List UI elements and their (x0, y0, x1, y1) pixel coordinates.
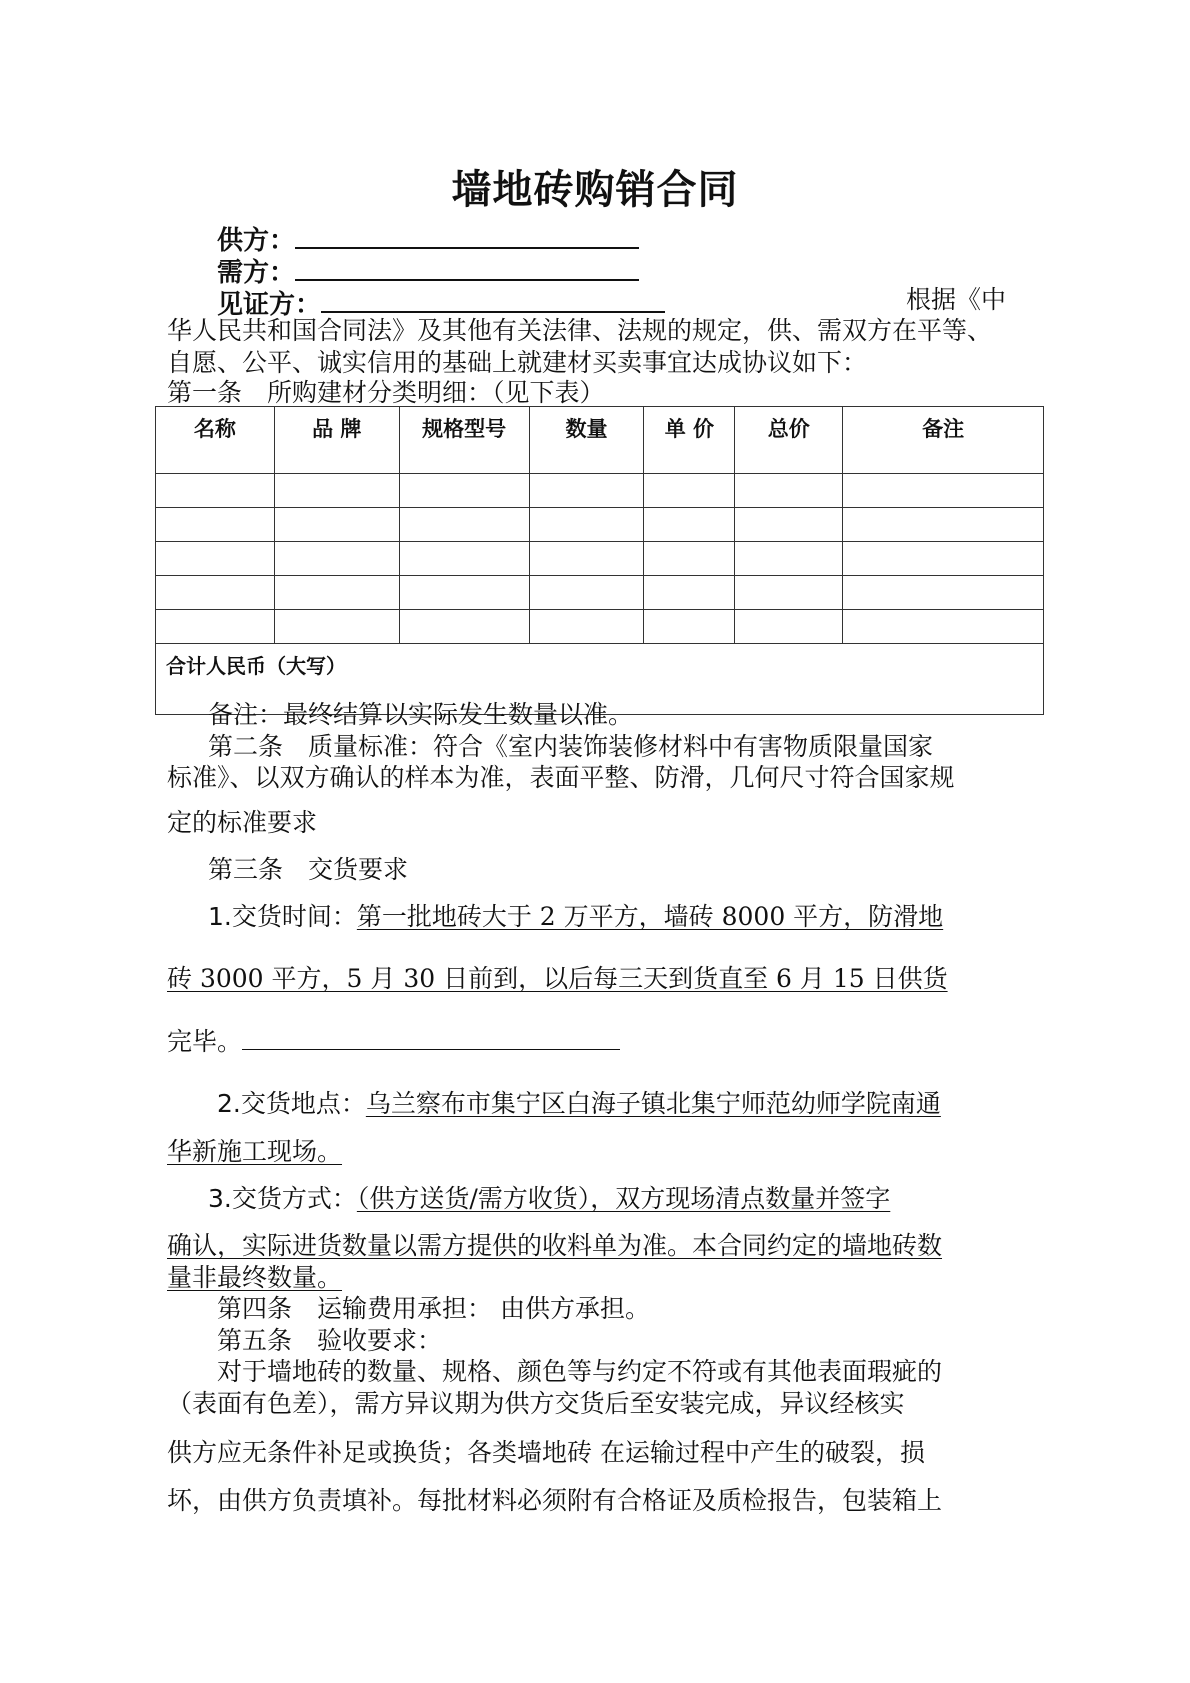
table-cell[interactable] (735, 542, 843, 576)
col-header-unit-price: 单 价 (644, 407, 735, 474)
table-cell[interactable] (529, 542, 644, 576)
article-2-line-3: 定的标准要求 (167, 808, 318, 837)
table-header-row (156, 407, 1044, 474)
table-cell[interactable] (399, 474, 529, 508)
table-cell[interactable] (843, 610, 1044, 644)
table-cell[interactable] (399, 610, 529, 644)
delivery-method-line-1 (208, 1183, 890, 1215)
table-cell[interactable] (644, 474, 735, 508)
delivery-method-line-2: 确认，实际进货数量以需方提供的收料单为准。本合同约定的墙地砖数 (167, 1231, 943, 1260)
col-header-remarks: 备注 (843, 407, 1044, 474)
table-cell[interactable] (644, 576, 735, 610)
table-cell[interactable] (735, 508, 843, 542)
article-4: 第四条 运输费用承担： 由供方承担。 (217, 1294, 650, 1323)
supplier-blank-field[interactable] (295, 223, 639, 249)
table-cell[interactable] (156, 542, 275, 576)
table-cell[interactable] (156, 508, 275, 542)
table-cell[interactable] (156, 474, 275, 508)
article-5-line-2: （表面有色差），需方异议期为供方交货后至安装完成，异议经核实 (167, 1389, 905, 1418)
table-cell[interactable] (529, 508, 644, 542)
delivery-time-value-1: 第一批地砖大于 2 万平方，墙砖 8000 平方，防滑地 (356, 902, 944, 931)
delivery-place-label: 2.交货地点： (217, 1089, 366, 1118)
col-header-spec: 规格型号 (399, 407, 529, 474)
settlement-note: 备注：最终结算以实际发生数量以准。 (208, 700, 634, 729)
buyer-label: 需方： (217, 258, 296, 288)
table-row (156, 610, 1044, 644)
delivery-time-blank (242, 1047, 620, 1050)
table-cell[interactable] (735, 610, 843, 644)
table-row (156, 474, 1044, 508)
table-row (156, 508, 1044, 542)
article-5-line-4: 坏，由供方负责填补。每批材料必须附有合格证及质检报告，包装箱上 (167, 1486, 943, 1515)
delivery-time-line-3 (167, 1026, 620, 1058)
delivery-method-line-3: 量非最终数量。 (167, 1263, 343, 1292)
table-cell[interactable] (843, 576, 1044, 610)
buyer-blank-field[interactable] (295, 255, 639, 281)
table-row (156, 576, 1044, 610)
supplier-label: 供方： (217, 226, 296, 256)
intro-line-2: 华人民共和国合同法》及其他有关法律、法规的规定，供、需双方在平等、 (167, 316, 993, 345)
delivery-method-value-1: （供方送货/需方收货），双方现场清点数量并签字 (356, 1184, 891, 1213)
delivery-method-label: 3.交货方式： (208, 1184, 357, 1213)
witness-label: 见证方： (217, 290, 322, 320)
total-rmb-label: 合计人民币（大写） (156, 644, 1044, 715)
article-2-line-2: 标准》、以双方确认的样本为准，表面平整、防滑，几何尺寸符合国家规 (167, 763, 955, 792)
table-cell[interactable] (843, 542, 1044, 576)
table-cell[interactable] (156, 610, 275, 644)
article-5-heading: 第五条 验收要求： (217, 1326, 443, 1355)
table-cell[interactable] (644, 610, 735, 644)
table-cell[interactable] (529, 576, 644, 610)
intro-line-3: 自愿、公平、诚实信用的基础上就建材买卖事宜达成协议如下： (167, 348, 868, 377)
page-title: 墙地砖购销合同 (451, 167, 739, 213)
witness-blank-field[interactable] (321, 287, 665, 313)
goods-table (155, 406, 1044, 715)
col-header-name: 名称 (156, 407, 275, 474)
table-cell[interactable] (843, 474, 1044, 508)
col-header-total-price: 总价 (735, 407, 843, 474)
table-cell[interactable] (274, 474, 399, 508)
table-cell[interactable] (843, 508, 1044, 542)
table-cell[interactable] (529, 474, 644, 508)
delivery-time-label: 1.交货时间： (208, 902, 357, 931)
article-2-line-1: 第二条 质量标准：符合《室内装饰装修材料中有害物质限量国家 (208, 732, 934, 761)
table-cell[interactable] (156, 576, 275, 610)
article-5-line-1: 对于墙地砖的数量、规格、颜色等与约定不符或有其他表面瑕疵的 (217, 1357, 943, 1386)
table-cell[interactable] (274, 508, 399, 542)
delivery-time-line-1 (208, 901, 943, 933)
table-cell[interactable] (399, 508, 529, 542)
table-cell[interactable] (735, 576, 843, 610)
article-1-heading: 第一条 所购建材分类明细：（见下表） (167, 378, 605, 407)
table-cell[interactable] (274, 576, 399, 610)
col-header-brand: 品 牌 (274, 407, 399, 474)
intro-line-1: 根据《中 (906, 285, 1007, 314)
delivery-place-value-1: 乌兰察布市集宁区白海子镇北集宁师范幼师学院南通 (365, 1089, 941, 1118)
table-cell[interactable] (644, 542, 735, 576)
table-cell[interactable] (529, 610, 644, 644)
table-cell[interactable] (644, 508, 735, 542)
col-header-quantity: 数量 (529, 407, 644, 474)
article-3-heading: 第三条 交货要求 (208, 855, 409, 884)
table-cell[interactable] (274, 542, 399, 576)
delivery-place-line-1 (217, 1088, 941, 1120)
table-cell[interactable] (274, 610, 399, 644)
table-row (156, 542, 1044, 576)
delivery-time-value-3: 完毕。 (167, 1027, 243, 1056)
delivery-time-line-2: 砖 3000 平方，5 月 30 日前到，以后每三天到货直至 6 月 15 日供货 (167, 964, 948, 993)
article-5-line-3: 供方应无条件补足或换货；各类墙地砖 在运输过程中产生的破裂，损 (167, 1438, 925, 1467)
table-cell[interactable] (399, 542, 529, 576)
table-cell[interactable] (399, 576, 529, 610)
table-cell[interactable] (735, 474, 843, 508)
delivery-place-line-2: 华新施工现场。 (167, 1137, 343, 1166)
